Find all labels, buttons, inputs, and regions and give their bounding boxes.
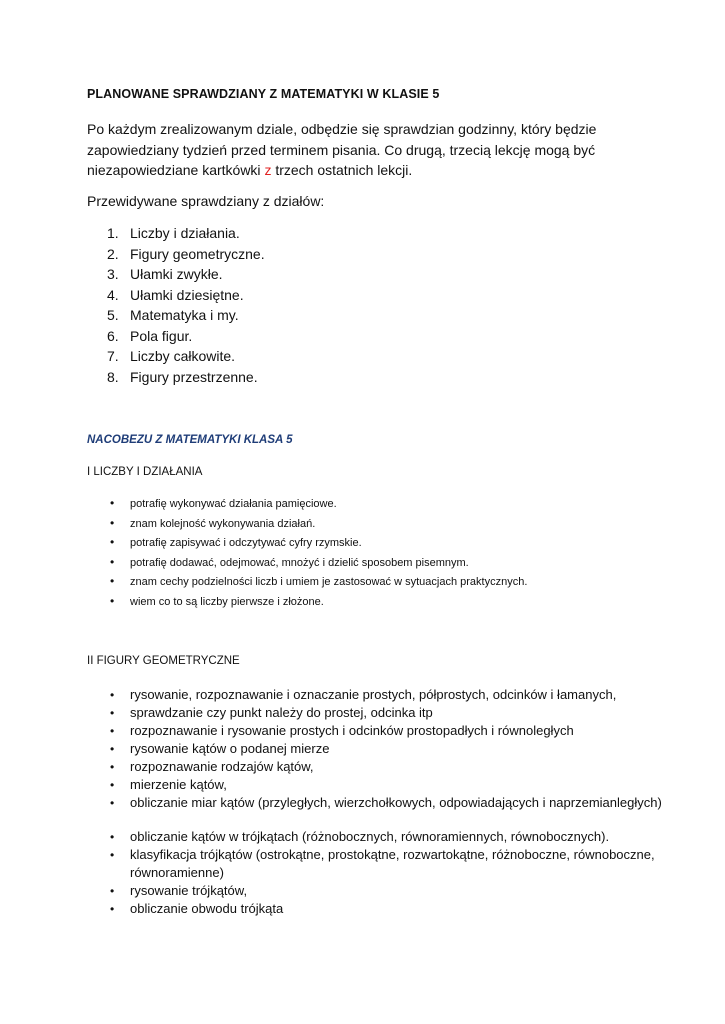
bullet-icon: • (110, 574, 115, 588)
bullet-icon: • (110, 742, 115, 756)
bullet-icon: • (110, 593, 115, 608)
list-item-label: obliczanie miar kątów (przyległych, wierzchołkowych, odpowiadających i naprzemianległych) (130, 795, 662, 810)
list-item-label: Liczby i działania. (130, 225, 240, 241)
list-item (110, 686, 670, 704)
list-item-label: obliczanie kątów w trójkątach (różnobocznych, równoramiennych, równobocznych). (130, 829, 610, 844)
list-item (110, 794, 670, 812)
list-item-label: Figury przestrzenne. (130, 368, 258, 385)
bullet-icon: • (110, 796, 115, 810)
list-item-label: rysowanie, rozpoznawanie i oznaczanie prostych, półprostych, odcinków i łamanych, (130, 687, 617, 702)
list-item (110, 553, 527, 573)
list-item (110, 776, 670, 794)
intro-text-end: trzech ostatnich lekcji. (271, 162, 413, 178)
list-item-label: klasyfikacja trójkątów (ostrokątne, prostokątne, rozwartokątne, różnoboczne, równoboczne, równoramienne) (130, 847, 655, 880)
list-item (110, 740, 670, 758)
list-item (110, 846, 670, 882)
list-item-label: rozpoznawanie i rysowanie prostych i odcinków prostopadłych i równoległych (130, 723, 574, 738)
list-item (87, 305, 265, 326)
bullet-icon: • (110, 902, 115, 916)
list-item-label: Liczby całkowite. (130, 348, 236, 364)
bullet-icon: • (110, 830, 115, 844)
intro-red-word: z (264, 162, 272, 178)
list-item-label: sprawdzanie czy punkt należy do prostej, odcinka itp (130, 705, 433, 720)
list-item-label: mierzenie kątów, (130, 777, 227, 792)
list-item (87, 326, 265, 347)
list-number: 4. (107, 286, 119, 303)
section-heading-geometry: II FIGURY GEOMETRYCZNE (87, 655, 240, 667)
list-item (110, 533, 527, 553)
list-number: 6. (107, 327, 119, 344)
list-item-label: wiem co to są liczby pierwsze i złożone. (130, 595, 324, 608)
list-item (87, 223, 265, 244)
list-item-label: potrafię wykonywać działania pamięciowe. (130, 498, 337, 510)
numbers-skills-list (110, 494, 527, 611)
bullet-icon: • (110, 554, 115, 569)
list-item (110, 704, 670, 722)
list-item-label: Figury geometryczne. (130, 245, 265, 262)
expected-tests-heading: Przewidywane sprawdziany z działów: (87, 193, 325, 209)
bullet-icon: • (110, 535, 115, 549)
list-item (110, 828, 670, 846)
list-item (110, 758, 670, 776)
list-item-label: znam cechy podzielności liczb i umiem je zastosować w sytuacjach praktycznych. (130, 576, 528, 588)
intro-text-start: Po każdym zrealizowanym dziale, odbędzie się sprawdzian godzinny, który będzie zapowiedziany tydzień przed terminem pisania. Co drugą, trzecią lekcję mogą być niezapowiedziane kartkówki (87, 121, 597, 178)
list-item-label: Matematyka i my. (130, 307, 239, 323)
bullet-icon: • (110, 515, 115, 530)
nacobezu-title: NACOBEZU Z MATEMATYKI KLASA 5 (87, 434, 293, 446)
list-item-label: rysowanie trójkątów, (130, 883, 248, 898)
list-item-label: Pola figur. (130, 327, 193, 344)
list-item (87, 346, 265, 367)
list-item (87, 285, 265, 306)
list-number: 8. (107, 368, 119, 385)
list-item-label: rysowanie kątów o podanej mierze (130, 741, 330, 756)
list-item (87, 244, 265, 265)
list-number: 1. (107, 225, 119, 241)
list-item (110, 882, 670, 900)
geometry-skills-list (110, 686, 670, 918)
bullet-icon: • (110, 848, 115, 862)
bullet-icon: • (110, 688, 115, 702)
list-number: 3. (107, 266, 119, 282)
list-item (110, 592, 527, 612)
list-item (110, 722, 670, 740)
page-title: PLANOWANE SPRAWDZIANY Z MATEMATYKI W KLASIE 5 (87, 87, 440, 101)
list-item-label: obliczanie obwodu trójkąta (130, 901, 284, 916)
bullet-icon: • (110, 496, 115, 510)
bullet-icon: • (110, 778, 115, 792)
list-item-label: rozpoznawanie rodzajów kątów, (130, 759, 314, 774)
list-number: 2. (107, 245, 119, 262)
list-item-label: Ułamki zwykłe. (130, 266, 223, 282)
list-item (110, 494, 527, 514)
list-item-label: potrafię dodawać, odejmować, mnożyć i dzielić sposobem pisemnym. (130, 556, 469, 569)
list-number: 5. (107, 307, 119, 323)
bullet-icon: • (110, 760, 115, 774)
list-item-label: znam kolejność wykonywania działań. (130, 517, 316, 530)
bullet-icon: • (110, 884, 115, 898)
list-item-label: Ułamki dziesiętne. (130, 286, 244, 303)
intro-paragraph (87, 119, 647, 181)
section-heading-numbers: I LICZBY I DZIAŁANIA (87, 466, 203, 478)
list-item (110, 572, 527, 592)
list-item (110, 900, 670, 918)
topics-list (87, 223, 265, 387)
list-item-label: potrafię zapisywać i odczytywać cyfry rzymskie. (130, 537, 362, 549)
list-number: 7. (107, 348, 119, 364)
list-item (87, 264, 265, 285)
bullet-icon: • (110, 724, 115, 738)
list-item (87, 367, 265, 388)
bullet-icon: • (110, 706, 115, 720)
list-item (110, 514, 527, 534)
